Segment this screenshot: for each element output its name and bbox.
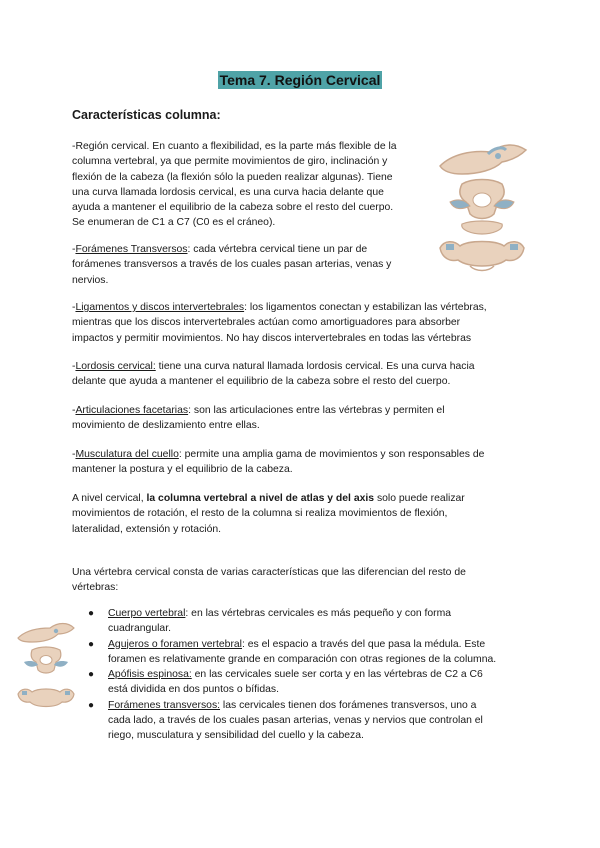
vertebra-top-view: [24, 647, 68, 673]
bullet-text: en las cervicales suele ser corta y en las vértebras de C2 a C6: [191, 669, 483, 681]
articulaciones-paragraph: -Articulaciones facetarias: son las articulaciones entre las vértebras y permiten el movimiento de deslizamiento entre ellas.: [72, 403, 445, 434]
vertebra-intro-line1: Una vértebra cervical consta de varias características que las diferencian del resto de: [72, 567, 466, 578]
bullet-text: riego, musculatura y sensibilidad del cuello y la cabeza.: [108, 730, 364, 742]
vertebra-intro-paragraph: [72, 565, 466, 596]
cervical-vertebrae-small-illustration: [14, 620, 78, 716]
bullet-icon: ●: [88, 699, 95, 711]
foramenes-term: Forámenes Transversos: [75, 244, 188, 255]
musculatura-paragraph: -Musculatura del cuello: permite una amplia gama de movimientos y son responsables de mantener la postura y el equilibrio de la cabeza.: [72, 447, 484, 478]
bullet-term: Cuerpo vertebral: [108, 608, 186, 619]
bullet-text: está dividida en dos puntos o bífidas.: [108, 684, 279, 696]
bullet-text: cada lado, a través de los cuales pasan arterias, venas y nervios que controlan el: [108, 715, 483, 727]
foramenes-line3: nervios.: [72, 274, 109, 286]
bullet-term: Forámenes transversos:: [108, 699, 221, 711]
bullet-text: : es el espacio a través del que pasa la médula. Este: [242, 638, 486, 650]
nivel-line1: solo puede realizar: [374, 493, 465, 504]
list-item: [88, 606, 528, 637]
articulaciones-line2: movimiento de deslizamiento entre ellas.: [72, 420, 260, 432]
bullet-text: las cervicales tienen dos forámenes transversos, uno a: [220, 699, 477, 711]
intro-line: una curva llamada lordosis cervical, es una curva hacia delante que: [72, 186, 384, 198]
nivel-prefix: A nivel cervical,: [72, 493, 147, 504]
musculatura-term: Musculatura del cuello: [75, 449, 179, 460]
ligamentos-paragraph: -Ligamentos y discos intervertebrales: los ligamentos conectan y estabilizan las vértebras, mientras que los discos intervertebrales actúan como amortiguadores para absorber impactos y permitir movimientos. No hay discos intervertebrales en todas las vértebras: [72, 300, 487, 346]
foramenes-line2: forámenes transversos a través de los cuales pasan arterias, venas y: [72, 259, 392, 271]
bullet-icon: ●: [88, 669, 95, 681]
ligamentos-term: Ligamentos y discos intervertebrales: [75, 302, 245, 313]
bullet-text: foramen es relativamente grande en comparación con otras regiones de la columna.: [108, 653, 497, 665]
ligamentos-line1: : los ligamentos conectan y estabilizan las vértebras,: [244, 302, 487, 313]
cervical-vertebrae-illustration: [432, 140, 532, 280]
musculatura-line1: : permite una amplia gama de movimientos y son responsables de: [178, 449, 485, 460]
page-title-wrap: [0, 72, 600, 90]
lordosis-term: Lordosis cervical:: [75, 361, 156, 372]
bullet-text: : en las vértebras cervicales es más pequeño y con forma: [185, 608, 452, 619]
lordosis-line1: tiene una curva natural llamada lordosis cervical. Es una curva hacia: [155, 361, 475, 372]
vertebra-front-view: [18, 689, 74, 707]
lordosis-line2: delante que ayuda a mantener el equilibrio de la cabeza sobre el resto del cuerpo.: [72, 376, 451, 388]
list-item: [88, 667, 528, 698]
nivel-line2: movimientos de rotación, el resto de la columna si realiza movimientos de flexión,: [72, 508, 448, 520]
musculatura-line2: mantener la postura y el equilibrio de la cabeza.: [72, 464, 293, 476]
features-list: [88, 606, 528, 744]
intro-line: -Región cervical. En cuanto a flexibilidad, es la parte más flexible de la: [72, 141, 397, 152]
intro-line: Se enumeran de C1 a C7 (C0 es el cráneo).: [72, 217, 276, 229]
articulaciones-line1: : son las articulaciones entre las vértebras y permiten el: [188, 405, 445, 416]
vertebra-top-view: [450, 180, 514, 235]
bullet-icon: ●: [88, 608, 95, 619]
nivel-paragraph: [72, 491, 465, 537]
ligamentos-line2: mientras que los discos intervertebrales actúan como amortiguadores para absorber: [72, 317, 461, 329]
lordosis-paragraph: -Lordosis cervical: tiene una curva natural llamada lordosis cervical. Es una curva hacia delante que ayuda a mantener el equilibrio de la cabeza sobre el resto del cuerpo.: [72, 359, 475, 390]
intro-line: ayuda a mantener el equilibrio de la cabeza sobre el resto del cuerpo.: [72, 202, 394, 214]
vertebra-side-view: [440, 145, 526, 174]
bullet-text: cuadrangular.: [108, 623, 171, 635]
list-item: [88, 637, 528, 668]
foramenes-paragraph: -Forámenes Transversos: cada vértebra cervical tiene un par de forámenes transversos a través de los cuales pasan arterias, venas y nervios.: [72, 242, 391, 288]
intro-line: flexión de la cabeza (la flexión sólo la pueden realizar algunas). Tiene: [72, 171, 393, 183]
vertebra-front-view: [440, 242, 524, 271]
vertebra-intro-line2: vértebras:: [72, 582, 119, 594]
vertebra-side-view: [18, 624, 74, 643]
foramenes-line1: : cada vértebra cervical tiene un par de: [187, 244, 368, 255]
page-title: Tema 7. Región Cervical: [219, 72, 381, 88]
intro-line: columna vertebral, ya que permite movimientos de giro, inclinación y: [72, 156, 388, 168]
ligamentos-line3: impactos y permitir movimientos. No hay discos intervertebrales en todas las vértebras: [72, 332, 472, 344]
intro-paragraph: [72, 139, 397, 231]
section-heading: Características columna:: [72, 108, 221, 122]
bullet-icon: ●: [88, 638, 95, 650]
nivel-bold: la columna vertebral a nivel de atlas y del axis: [146, 493, 375, 504]
nivel-line3: lateralidad, extensión y rotación.: [72, 523, 222, 535]
articulaciones-term: Articulaciones facetarias: [75, 405, 189, 416]
bullet-term: Apófisis espinosa:: [108, 669, 192, 681]
list-item: [88, 698, 528, 744]
bullet-term: Agujeros o foramen vertebral: [108, 638, 242, 650]
